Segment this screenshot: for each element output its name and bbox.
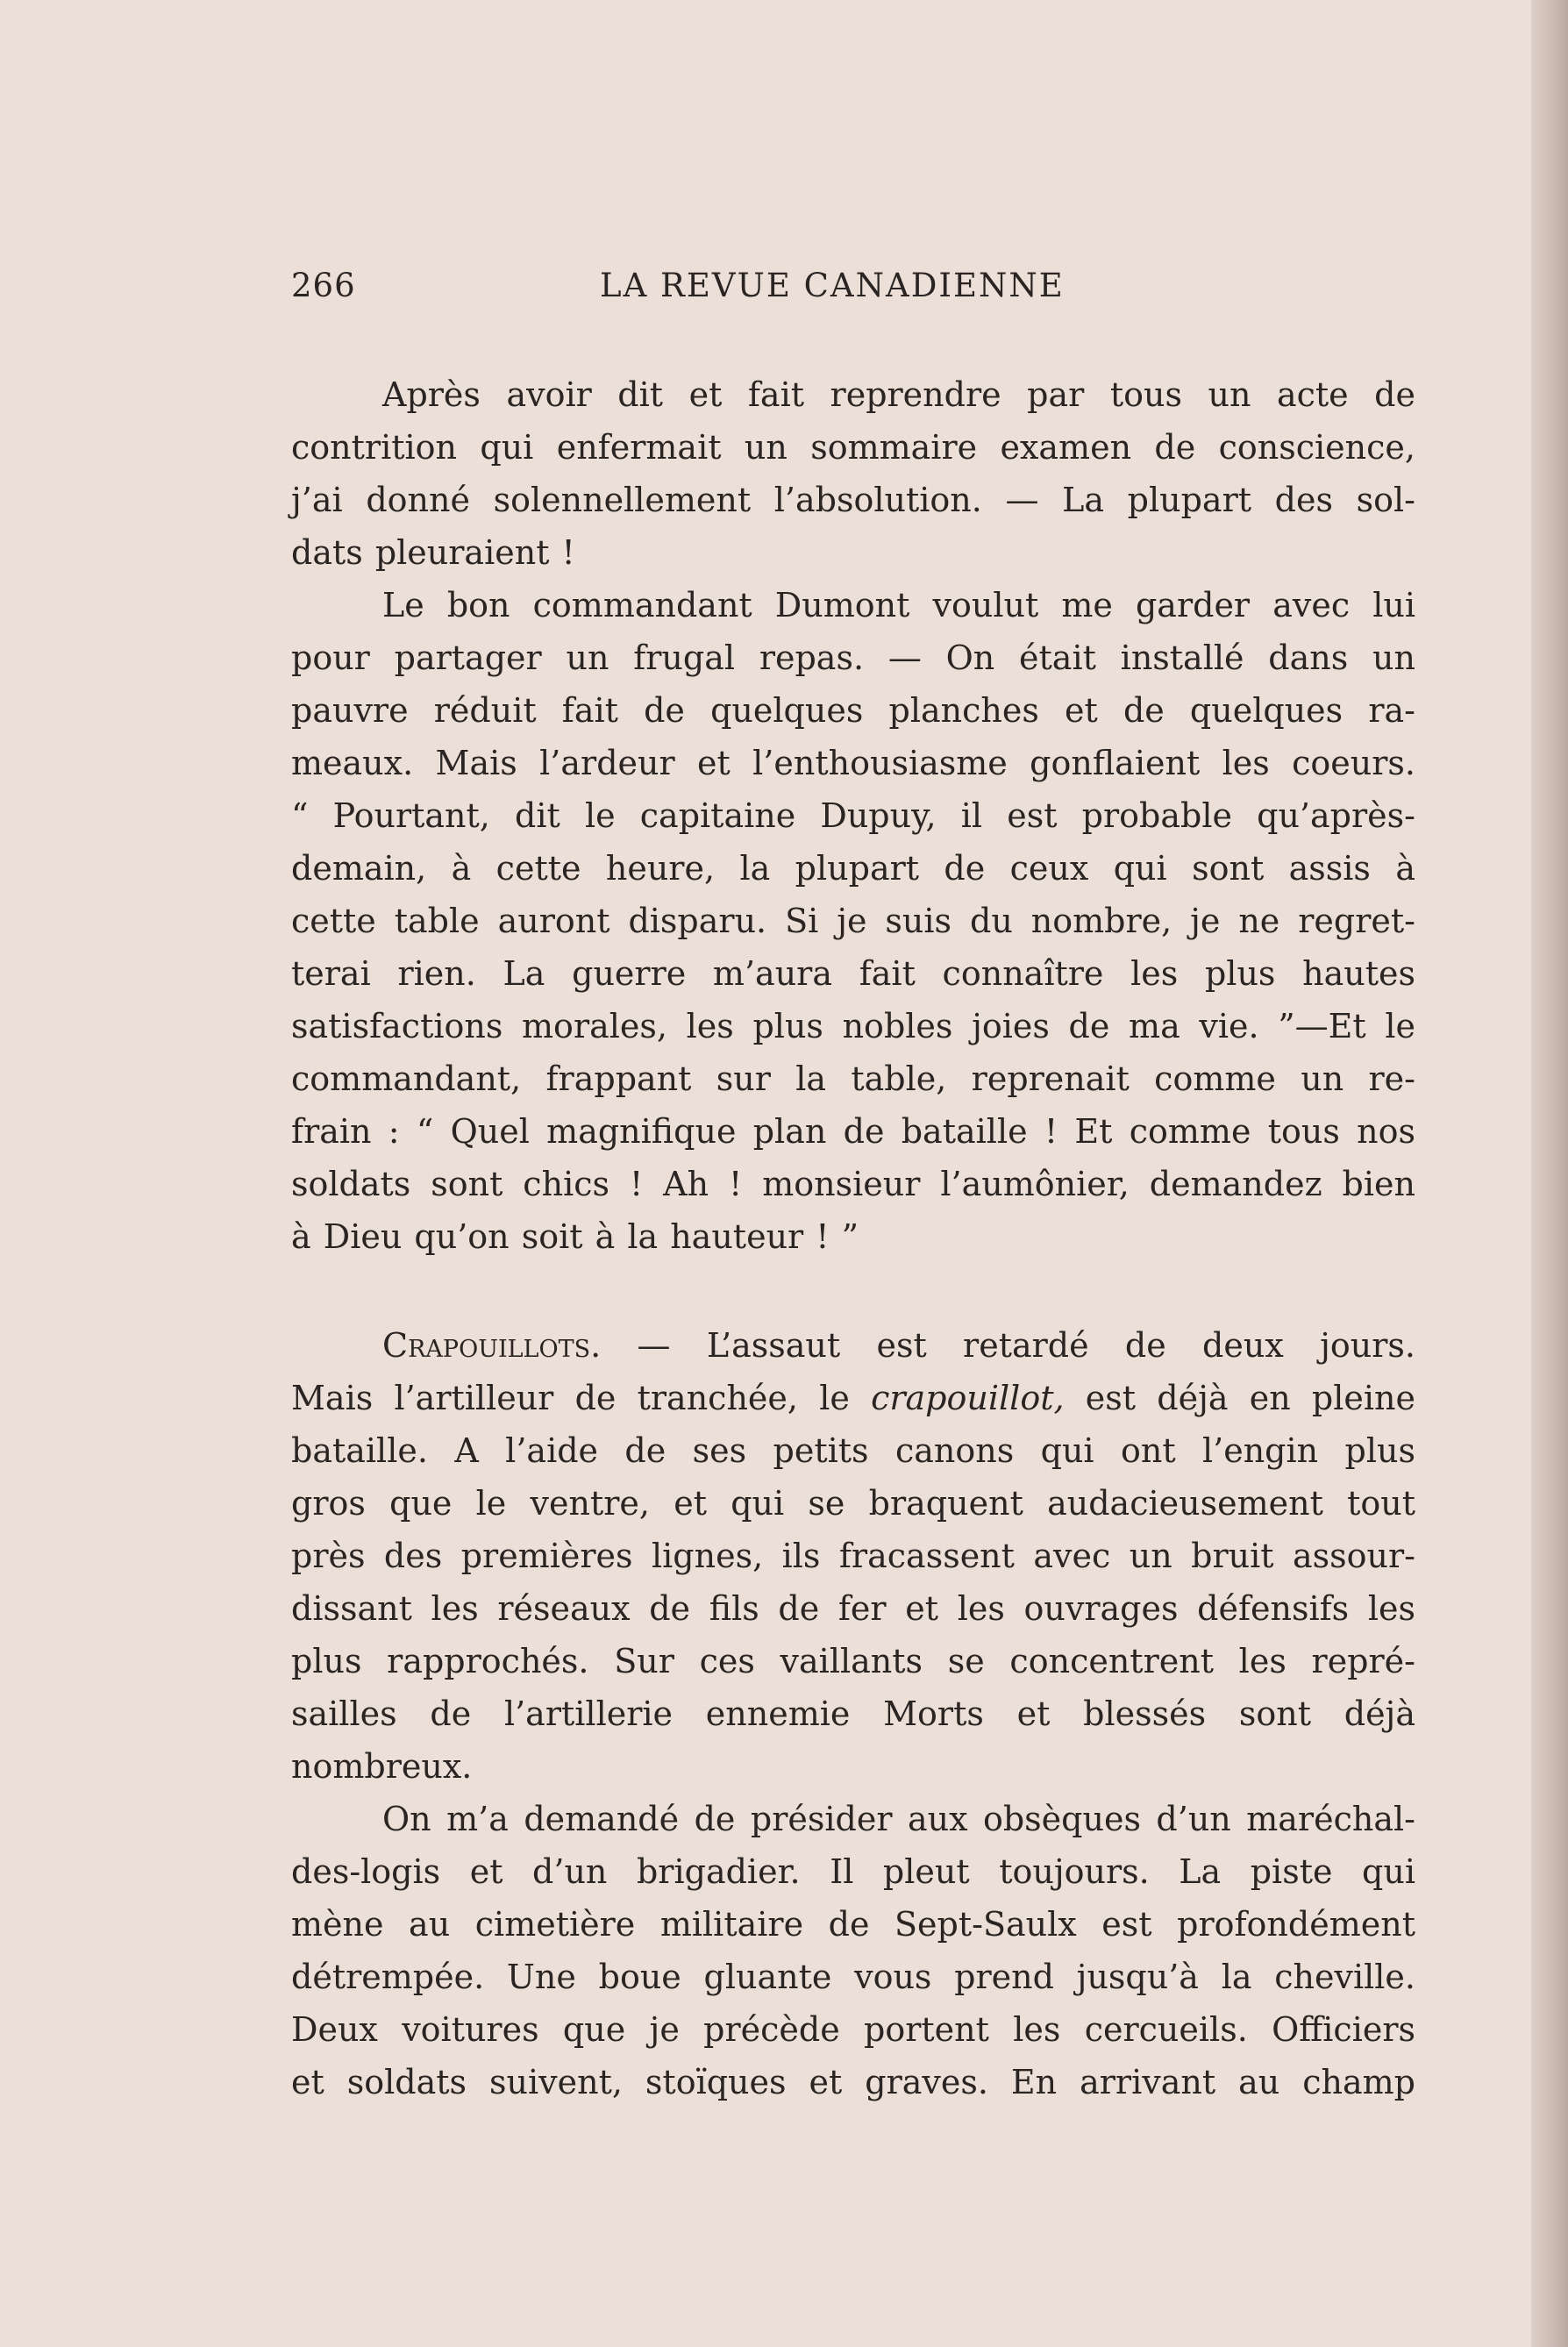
text-line: “ Pourtant, dit le capitaine Dupuy, il est probable qu’après- bbox=[291, 796, 1415, 835]
text-line: mène au cimetière militaire de Sept-Saulx est profondément bbox=[291, 1905, 1415, 1944]
line-segment: Mais l’artilleur de tranchée, le bbox=[291, 1379, 850, 1417]
journal-title: LA REVUE CANADIENNE bbox=[600, 267, 1065, 304]
text-line: Le bon commandant Dumont voulut me garder avec lui bbox=[382, 586, 1415, 624]
text-line: plus rapprochés. Sur ces vaillants se concentrent les repré- bbox=[291, 1642, 1415, 1680]
text-line: contrition qui enfermait un sommaire examen de conscience, bbox=[291, 428, 1415, 467]
text-line: soldats sont chics ! Ah ! monsieur l’aumônier, demandez bien bbox=[291, 1165, 1415, 1203]
text-line: pauvre réduit fait de quelques planches et de quelques ra- bbox=[291, 691, 1415, 730]
italic-term: crapouillot, bbox=[871, 1379, 1065, 1417]
text-line: près des premières lignes, ils fracassent avec un bruit assour- bbox=[291, 1537, 1415, 1575]
text-line: sailles de l’artillerie ennemie Morts et blessés sont déjà bbox=[291, 1694, 1415, 1733]
text-line bbox=[291, 1319, 1415, 1372]
paragraph-absolution bbox=[291, 368, 1415, 579]
page-number: 266 bbox=[291, 267, 356, 304]
text-line: Deux voitures que je précède portent les cercueils. Officiers bbox=[291, 2010, 1415, 2049]
text-line: à Dieu qu’on soit à la hauteur ! ” bbox=[291, 1217, 859, 1256]
text-line: frain : “ Quel magnifique plan de bataille ! Et comme tous nos bbox=[291, 1112, 1415, 1151]
paragraph-obseques bbox=[291, 1793, 1415, 2108]
text-line bbox=[291, 1372, 1415, 1424]
text-line: demain, à cette heure, la plupart de ceux qui sont assis à bbox=[291, 849, 1415, 888]
text-line: j’ai donné solennellement l’absolution. — La plupart des sol- bbox=[291, 481, 1415, 519]
text-line: dissant les réseaux de fils de fer et les ouvrages défensifs les bbox=[291, 1589, 1415, 1628]
section-break bbox=[291, 1263, 1415, 1319]
paragraph-crapouillots bbox=[291, 1319, 1415, 1793]
line-segment: est déjà en pleine bbox=[1085, 1379, 1415, 1417]
text-line: détrempée. Une boue gluante vous prend jusqu’à la cheville. bbox=[291, 1958, 1415, 1996]
text-line: On m’a demandé de présider aux obsèques d’un maréchal- bbox=[382, 1800, 1415, 1838]
text-line: nombreux. bbox=[291, 1747, 473, 1786]
body-text bbox=[291, 368, 1415, 2108]
text-line: commandant, frappant sur la table, reprenait comme un re- bbox=[291, 1059, 1415, 1098]
running-head bbox=[291, 267, 1098, 310]
text-line: et soldats suivent, stoïques et graves. En arrivant au champ bbox=[291, 2063, 1415, 2101]
text-line: bataille. A l’aide de ses petits canons qui ont l’engin plus bbox=[291, 1431, 1415, 1470]
section-title: Crapouillots. bbox=[382, 1326, 602, 1365]
text-line: meaux. Mais l’ardeur et l’enthousiasme gonflaient les coeurs. bbox=[291, 744, 1415, 782]
text-line: des-logis et d’un brigadier. Il pleut toujours. La piste qui bbox=[291, 1852, 1415, 1891]
text-line: dats pleuraient ! bbox=[291, 533, 575, 572]
text-line: satisfactions morales, les plus nobles joies de ma vie. ”—Et le bbox=[291, 1007, 1415, 1045]
section-title-continuation: — L’assaut est retardé de deux jours. bbox=[637, 1326, 1415, 1365]
text-line: gros que le ventre, et qui se braquent audacieusement tout bbox=[291, 1484, 1415, 1523]
text-line: cette table auront disparu. Si je suis du nombre, je ne regret- bbox=[291, 902, 1415, 940]
text-line: pour partager un frugal repas. — On était installé dans un bbox=[291, 638, 1415, 677]
paragraph-commandant bbox=[291, 579, 1415, 1263]
text-line: Après avoir dit et fait reprendre par tous un acte de bbox=[382, 375, 1415, 414]
page-edge-shadow bbox=[1531, 0, 1568, 2347]
text-line: terai rien. La guerre m’aura fait connaître les plus hautes bbox=[291, 954, 1415, 993]
